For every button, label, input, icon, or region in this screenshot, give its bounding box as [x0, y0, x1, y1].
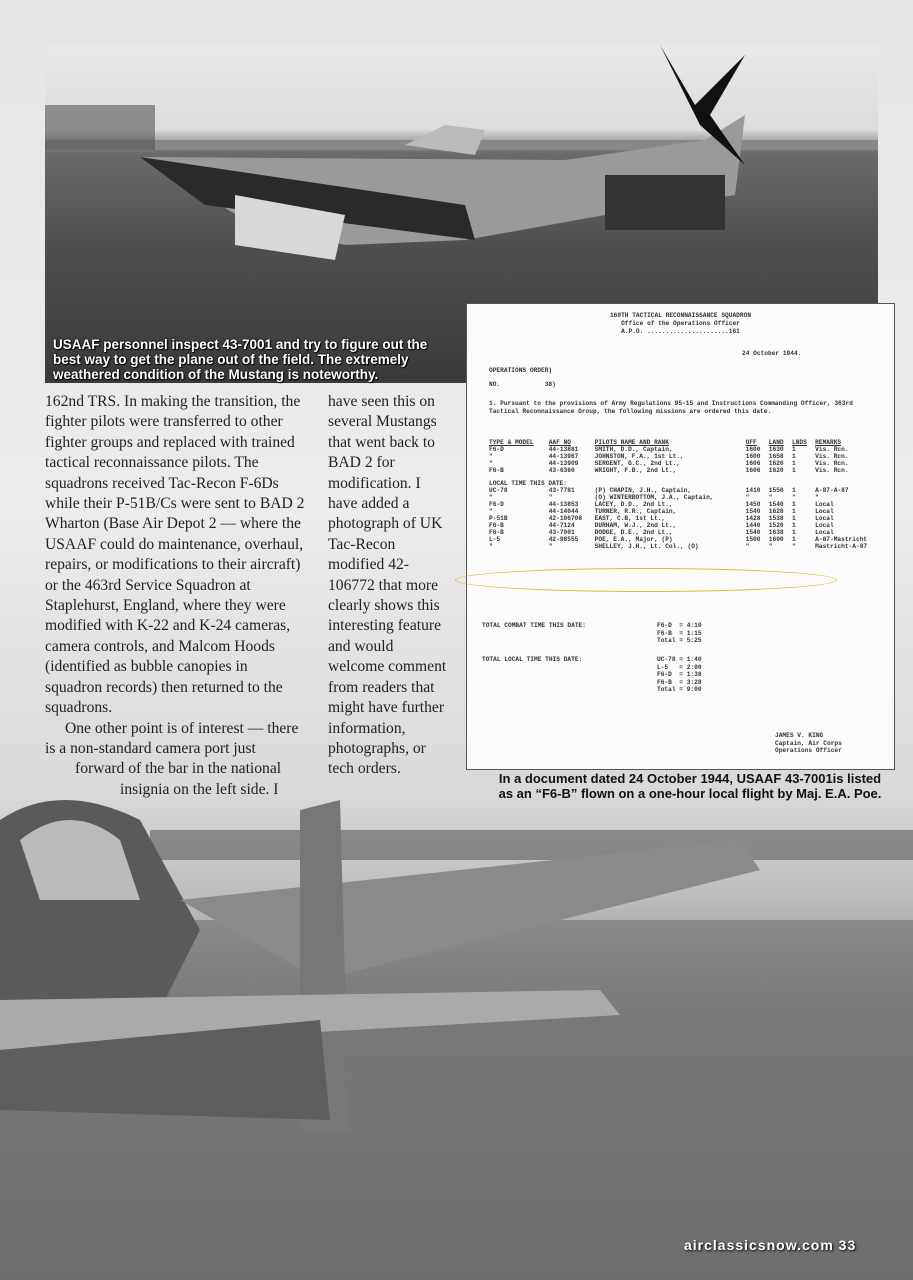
mission-cell: SMITH, D.D., Captain, — [594, 446, 673, 453]
page-number: 33 — [838, 1237, 857, 1253]
mission-cell: " — [548, 494, 553, 501]
column-header: PILOTS NAME AND RANK — [594, 439, 669, 446]
doc-header-line: A.P.O. ......................161 — [621, 328, 740, 335]
document-header — [467, 312, 894, 336]
mission-row — [487, 467, 882, 474]
mission-cell: Local — [815, 515, 834, 522]
mission-row — [487, 508, 882, 515]
mission-cell: " — [815, 494, 819, 501]
body-line: insignia on the left side. I — [120, 780, 279, 798]
mission-cell: EAST, C.B, 1st Lt., — [594, 515, 666, 522]
mission-cell: 42-106708 — [548, 515, 583, 522]
mission-cell: 1 — [791, 460, 796, 467]
mission-cell: 1 — [791, 467, 796, 474]
bottom-photo-mustang-tail — [0, 780, 913, 1280]
total-line: Total = 5:25 — [657, 637, 702, 644]
mission-row — [487, 543, 882, 550]
signature-title: Operations Officer — [775, 747, 842, 754]
mission-cell: 44-7124 — [548, 522, 575, 529]
total-line: F6-B = 1:15 — [657, 629, 702, 637]
mission-row — [487, 522, 882, 529]
local-time-totals — [482, 656, 782, 694]
mission-cell: Local — [815, 522, 834, 529]
mission-cell: 1 — [791, 529, 796, 536]
mission-cell: Vis. Rcn. — [815, 460, 849, 467]
mission-row — [487, 460, 882, 467]
mission-cell: 42-98555 — [548, 536, 579, 543]
body-paragraph: have seen this on several Mustangs that went back to BAD 2 for modification. I have added a photograph of UK Tac-Recon modified 42-106772 that more clearly shows this interesting feature and would welcome comment from readers that might have further information, photographs, or tech orders. — [328, 393, 447, 778]
total-line: TOTAL LOCAL TIME THIS DATE: — [482, 656, 583, 663]
mission-cell: " — [768, 543, 773, 550]
mission-row — [487, 536, 882, 543]
mission-cell: 1630 — [768, 446, 784, 453]
mission-cell: (P) CHAPIN, J.H., Captain, — [594, 487, 692, 494]
mission-cell: F6-B — [489, 522, 504, 529]
mission-cell: 44-13881 — [548, 446, 579, 453]
mission-cell: 44-13909 — [548, 460, 579, 467]
mission-cell: 1 — [791, 515, 796, 522]
mission-cell: " — [489, 543, 493, 550]
mission-cell: " — [489, 453, 493, 460]
mission-cell: F6-D — [489, 501, 504, 508]
doc-header-line: 160TH TACTICAL RECONNAISSANCE SQUADRON — [609, 312, 752, 319]
mission-cell: 1 — [791, 522, 796, 529]
mission-cell: 1628 — [768, 508, 784, 515]
top-photo-caption: USAAF personnel inspect 43-7001 and try to figure out the best way to get the plane out of the field. The extremely weathered condition of the Mustang is noteworthy. — [53, 337, 428, 382]
document-signature — [775, 732, 842, 755]
mission-cell: Local — [815, 501, 834, 508]
mission-cell: Vis. Rcn. — [815, 446, 849, 453]
mission-cell: " — [768, 494, 773, 501]
signature-rank: Captain, Air Corps — [775, 739, 842, 747]
mission-cell: 1 — [791, 453, 796, 460]
mission-cell: " — [791, 543, 796, 550]
mission-cell: 1658 — [768, 453, 784, 460]
document-caption: In a document dated 24 October 1944, USAAF 43-7001is listed as an “F6-B” flown on a one-hour local flight by Maj. E.A. Poe. — [498, 771, 882, 801]
mission-cell: SHELLEY, J.H., Lt. Col., (O) — [594, 543, 699, 550]
document-order-number — [489, 364, 556, 392]
signature-name: JAMES V. KING — [775, 732, 824, 739]
mission-cell: WRIGHT, F.B., 2nd Lt., — [594, 467, 677, 474]
order-line: NO. 38) — [489, 381, 556, 388]
mission-cell: " — [791, 494, 796, 501]
body-column-2 — [328, 392, 448, 780]
mission-cell: 1540 — [768, 501, 784, 508]
mission-cell: " — [745, 494, 750, 501]
mission-cell: (O) WINTERBOTTOM, J.A., Captain, — [594, 494, 714, 501]
mission-cell: F6-B — [489, 467, 504, 474]
mission-cell: 44-13967 — [548, 453, 579, 460]
mission-cell: F6-D — [489, 446, 504, 453]
mission-cell: " — [489, 508, 493, 515]
mission-cell: 1540 — [745, 508, 761, 515]
mission-cell: " — [489, 460, 493, 467]
total-line: F6-D = 1:38 — [657, 671, 702, 678]
body-paragraph: One other point is of interest — there is a non-standard camera port just — [45, 719, 299, 757]
mission-cell: Local — [815, 529, 834, 536]
page-footer — [684, 1237, 856, 1253]
highlight-ellipse-43-7001 — [455, 568, 837, 592]
mission-cell: 1450 — [745, 501, 761, 508]
mission-cell: 1550 — [768, 487, 784, 494]
mission-cell: 1600 — [745, 446, 761, 453]
mission-cell: " — [489, 494, 493, 501]
mission-cell: 44-14044 — [548, 508, 579, 515]
mission-cell: " — [745, 543, 750, 550]
mission-cell: 1600 — [768, 536, 784, 543]
mission-cell: UC-78 — [489, 487, 508, 494]
body-paragraph: 162nd TRS. In making the transition, the fighter pilots were transferred to other fighter groups and replaced with trained tactical reconnaissance pilots. The squadrons received Tac-Recon F-6Ds while their P-51B/Cs were sent to BAD 2 Wharton (Base Air Depot 2 — where the USAAF could do maintenance, overhaul, repairs, or modifications to their aircraft) or the 463rd Service Squadron at Staplehurst, England, where they were modified with K-22 and K-24 cameras, camera controls, and Malcom Hoods (identified as bubble canopies in squadron records) then returned to the squadrons. — [45, 393, 305, 717]
column-header: AAF NO — [548, 439, 571, 446]
mission-cell: TURNER, R.R., Captain, — [594, 508, 677, 515]
total-line: L-5 = 2:00 — [657, 663, 702, 671]
column-header: OFF — [745, 439, 757, 446]
total-line: UC-78 = 1:40 — [657, 656, 702, 663]
local-time-label: LOCAL TIME THIS DATE: — [489, 480, 567, 487]
total-line: TOTAL COMBAT TIME THIS DATE: — [482, 622, 586, 629]
mission-row — [487, 446, 882, 453]
mission-cell: F6-B — [489, 529, 504, 536]
column-header: REMARKS — [815, 439, 842, 446]
mission-cell: 1 — [791, 501, 796, 508]
mission-cell: 1606 — [745, 460, 761, 467]
mission-cell: A-87-A-87 — [815, 487, 849, 494]
doc-header-line: Office of the Operations Officer — [621, 320, 740, 327]
mission-cell: 1520 — [768, 522, 784, 529]
mission-cell: 1 — [791, 487, 796, 494]
mission-cell: 1638 — [768, 529, 784, 536]
mission-cell: SERGENT, G.C., 2nd Lt., — [594, 460, 681, 467]
document-paragraph: 1. Pursuant to the provisions of Army Regulations 95-15 and Instructions Commanding Officer, 363rd Tactical Reconnaissance Group, the following missions are ordered this date. — [489, 400, 853, 415]
mission-cell: 1440 — [745, 522, 761, 529]
mission-cell: 43-6360 — [548, 467, 575, 474]
total-line: Total = 9:00 — [657, 686, 702, 693]
order-line: OPERATIONS ORDER) — [489, 367, 553, 374]
mission-cell: 43-7001 — [548, 529, 575, 536]
mission-cell: 1540 — [745, 529, 761, 536]
mission-cell: 1620 — [768, 467, 784, 474]
mission-cell: 1 — [791, 536, 796, 543]
mission-cell: POE, E.A., Major, (P) — [594, 536, 673, 543]
footer-website: airclassicsnow.com — [684, 1237, 834, 1253]
mission-cell: Vis. Rcn. — [815, 453, 849, 460]
mission-cell: DODGE, D.E., 2nd Lt., — [594, 529, 673, 536]
mission-cell: 1410 — [745, 487, 761, 494]
mission-row — [487, 515, 882, 522]
mission-cell: 1620 — [768, 460, 784, 467]
mission-row — [487, 529, 882, 536]
mission-cell: " — [548, 543, 553, 550]
column-header: TYPE & MODEL — [489, 439, 534, 446]
body-column-1 — [45, 392, 305, 800]
mission-cell: L-5 — [489, 536, 501, 543]
mission-row — [487, 494, 882, 501]
operations-order-document — [466, 303, 895, 770]
combat-time-totals — [482, 622, 782, 645]
mission-cell: Local — [815, 508, 834, 515]
document-date: 24 October 1944. — [742, 350, 802, 357]
mission-row — [487, 487, 882, 494]
mission-cell: 1500 — [745, 536, 761, 543]
mission-cell: 1 — [791, 446, 796, 453]
total-line: F6-B = 3:28 — [657, 678, 702, 686]
mission-cell: P-51B — [489, 515, 508, 522]
mission-cell: DURHAM, W.J., 2nd Lt., — [594, 522, 677, 529]
mission-cell: 1600 — [745, 453, 761, 460]
column-header: LNDS — [791, 439, 807, 446]
mission-cell: 1 — [791, 508, 796, 515]
mission-row — [487, 453, 882, 460]
mission-cell: Mastricht-A-87 — [815, 543, 868, 550]
mission-cell: 1428 — [745, 515, 761, 522]
total-line: F6-D = 4:10 — [657, 622, 702, 629]
missions-table — [487, 439, 882, 550]
mission-cell: Vis. Rcn. — [815, 467, 849, 474]
body-line: forward of the bar in the national — [75, 760, 282, 778]
mission-cell: JOHNSTON, F.A., 1st Lt., — [594, 453, 684, 460]
mission-cell: 43-7781 — [548, 487, 575, 494]
mission-cell: 1606 — [745, 467, 761, 474]
mission-cell: LACEY, D.D., 2nd Lt., — [594, 501, 673, 508]
mission-cell: 1538 — [768, 515, 784, 522]
mission-cell: 44-13853 — [548, 501, 579, 508]
mission-row — [487, 501, 882, 508]
mission-cell: A-87-Mastricht — [815, 536, 868, 543]
column-header: LAND — [768, 439, 784, 446]
